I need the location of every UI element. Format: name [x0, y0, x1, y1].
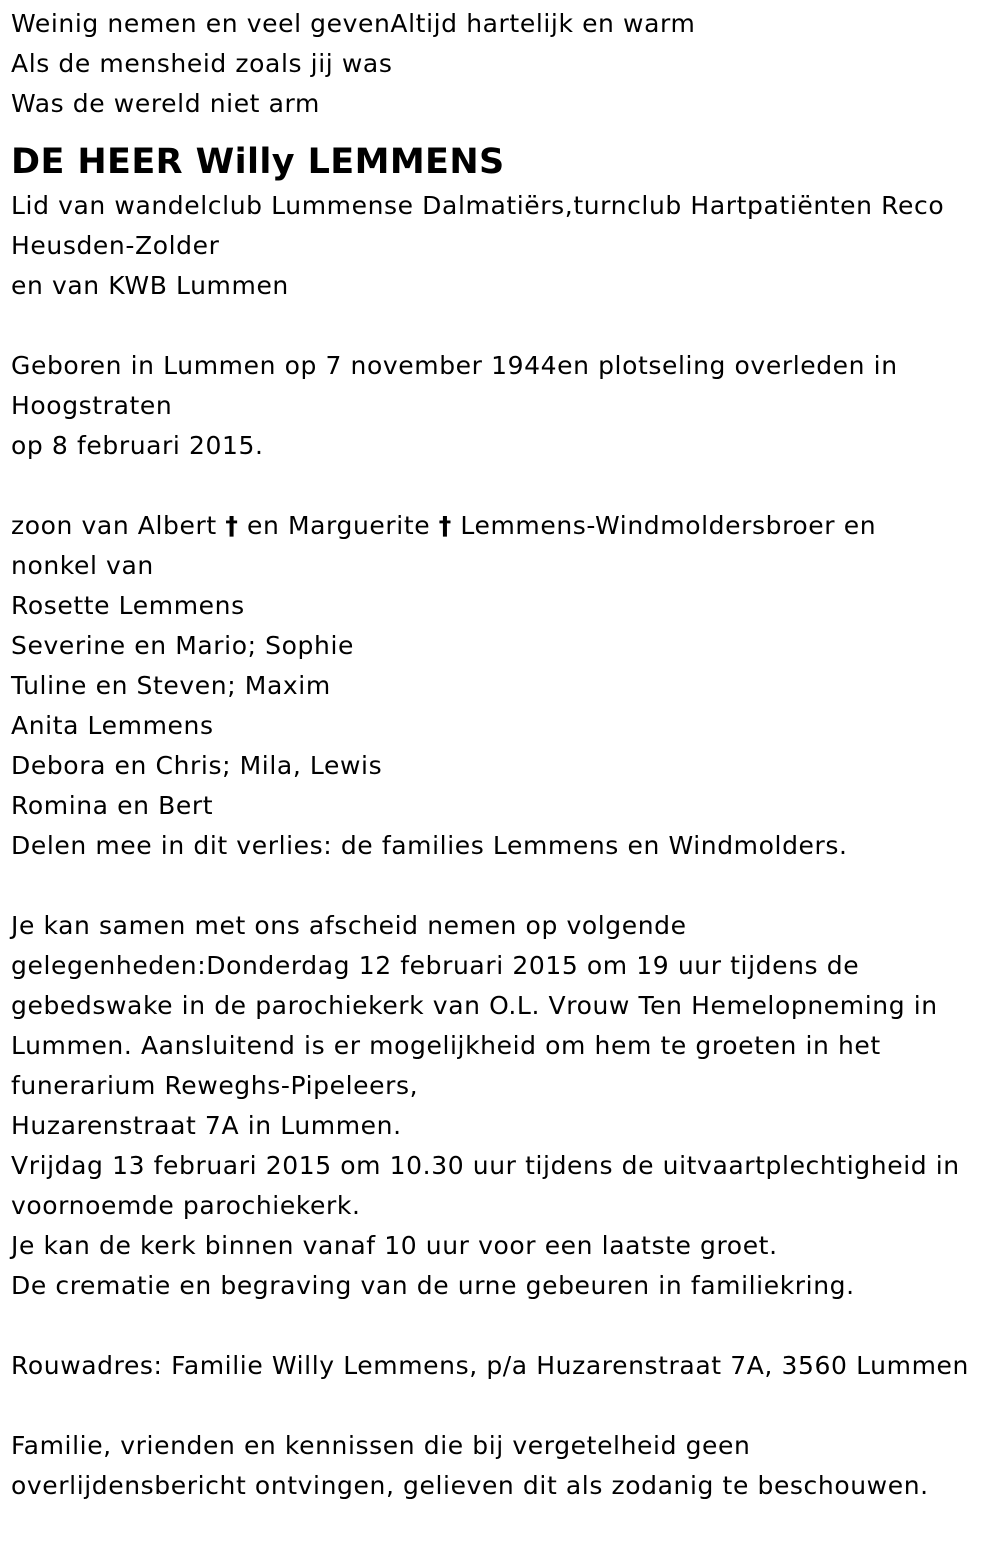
birth-death-section [11, 346, 993, 466]
poem [11, 4, 993, 124]
family-member: Romina en Bert [11, 791, 214, 820]
farewell-line: Huzarenstraat 7A in Lummen. [11, 1111, 402, 1140]
spacer [11, 466, 993, 506]
farewell-line: gelegenheden:Donderdag 12 februari 2015 om 19 uur tijdens de [11, 951, 860, 980]
closing-section [11, 1426, 993, 1506]
family-member: Anita Lemmens [11, 711, 214, 740]
farewell-line: voornoemde parochiekerk. [11, 1191, 361, 1220]
parents-prefix: zoon van Albert [11, 511, 217, 540]
birth-death-line: op 8 februari 2015. [11, 431, 264, 460]
family-member: Rosette Lemmens [11, 591, 245, 620]
family-line: nonkel van [11, 551, 154, 580]
poem-line: Weinig nemen en veel gevenAltijd hartelijk en warm [11, 9, 696, 38]
spacer [11, 306, 993, 346]
closing-line: Familie, vrienden en kennissen die bij vergetelheid geen [11, 1431, 751, 1460]
cross-icon: † [225, 511, 239, 540]
parents-middle: en Marguerite [247, 511, 431, 540]
farewell-line: Vrijdag 13 februari 2015 om 10.30 uur tijdens de uitvaartplechtigheid in [11, 1151, 960, 1180]
membership-section [11, 186, 993, 306]
parents-suffix: Lemmens-Windmoldersbroer en [460, 511, 877, 540]
spacer [11, 1306, 993, 1346]
family-member: Severine en Mario; Sophie [11, 631, 354, 660]
mourning-address: Rouwadres: Familie Willy Lemmens, p/a Huzarenstraat 7A, 3560 Lummen [11, 1351, 969, 1380]
closing-line: overlijdensbericht ontvingen, gelieven dit als zodanig te beschouwen. [11, 1471, 929, 1500]
spacer [11, 1386, 993, 1426]
parents-line [11, 506, 993, 546]
membership-line: en van KWB Lummen [11, 271, 289, 300]
family-member: Debora en Chris; Mila, Lewis [11, 751, 383, 780]
farewell-line: gebedswake in de parochiekerk van O.L. Vrouw Ten Hemelopneming in [11, 991, 938, 1020]
farewell-line: funerarium Reweghs-Pipeleers, [11, 1071, 419, 1100]
birth-death-line: Geboren in Lummen op 7 november 1944en plotseling overleden in [11, 351, 898, 380]
obituary-notice [11, 4, 993, 1506]
family-section [11, 506, 993, 866]
poem-line: Was de wereld niet arm [11, 89, 320, 118]
cross-icon: † [438, 511, 452, 540]
membership-line: Heusden-Zolder [11, 231, 220, 260]
family-member: Tuline en Steven; Maxim [11, 671, 331, 700]
membership-line: Lid van wandelclub Lummense Dalmatiërs,turnclub Hartpatiënten Reco [11, 191, 945, 220]
family-member: Delen mee in dit verlies: de families Lemmens en Windmolders. [11, 831, 848, 860]
poem-line: Als de mensheid zoals jij was [11, 49, 393, 78]
farewell-section [11, 906, 993, 1306]
farewell-line: De crematie en begraving van de urne gebeuren in familiekring. [11, 1271, 855, 1300]
farewell-line: Je kan de kerk binnen vanaf 10 uur voor een laatste groet. [11, 1231, 778, 1260]
spacer [11, 866, 993, 906]
birth-death-line: Hoogstraten [11, 391, 173, 420]
deceased-name: DE HEER Willy LEMMENS [11, 142, 505, 182]
farewell-line: Lummen. Aansluitend is er mogelijkheid om hem te groeten in het [11, 1031, 881, 1060]
farewell-line: Je kan samen met ons afscheid nemen op volgende [11, 911, 687, 940]
